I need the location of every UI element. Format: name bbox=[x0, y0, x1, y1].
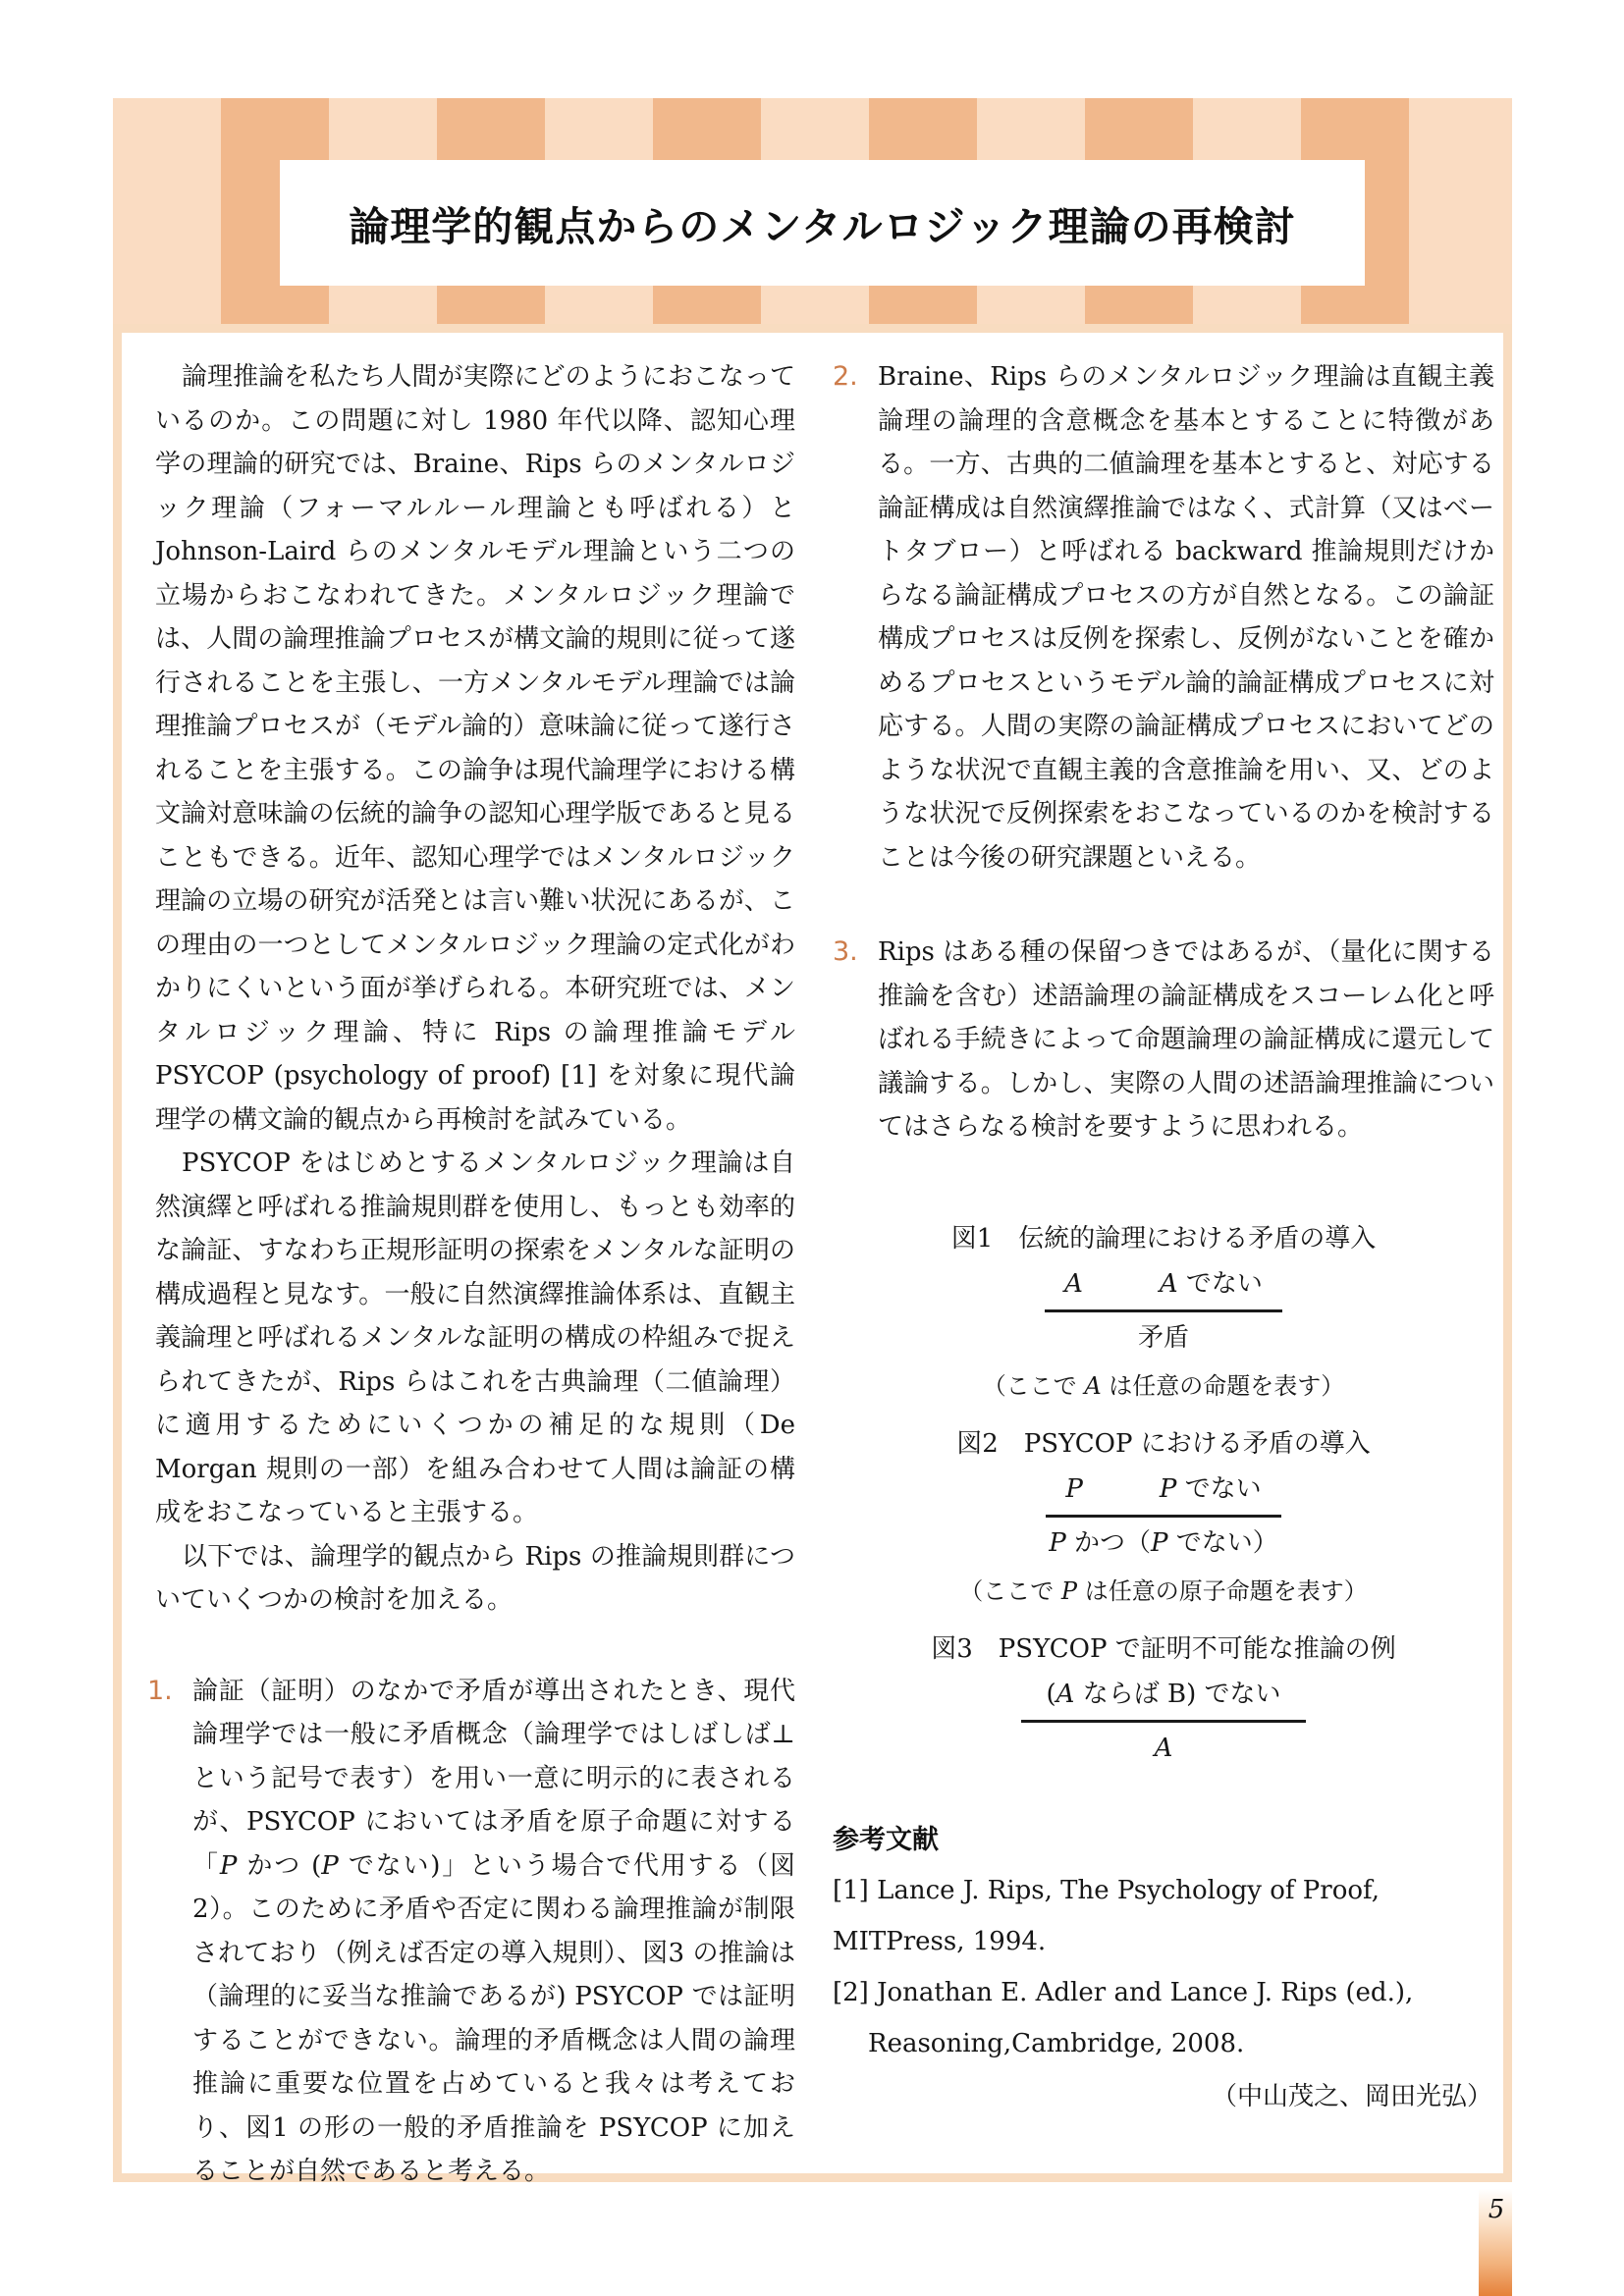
figure-1-premise-left: A bbox=[1064, 1268, 1083, 1299]
figure-2-caption: 図2 PSYCOP における矛盾の導入 bbox=[956, 1428, 1371, 1459]
figure-1-premises bbox=[1045, 1263, 1282, 1312]
item-2-number: 2. bbox=[833, 361, 858, 392]
paragraph-psycop: PSYCOP をはじめとするメンタルロジック理論は自然演繹と呼ばれる推論規則群を使用し、もっとも効率的な論証、すなわち正規形証明の探索をメンタルな証明の構成過程と見なす。一般に自然演繹推論体系は、直観主義論理と呼ばれるメンタルな証明の構成の枠組みで捉えられてきたが、Rips らはこれを古典論理（二値論理）に適用するためにいくつかの補足的な規則（De Morgan 規則の一部）を組み合わせて人間は論証の構成をおこなっていると主張する。 bbox=[155, 1148, 795, 1527]
figure-3-inference bbox=[1021, 1674, 1307, 1769]
left-column bbox=[147, 355, 795, 2194]
right-column bbox=[833, 355, 1494, 2122]
list-item-2 bbox=[833, 355, 1494, 880]
reference-2-line1: [2] Jonathan E. Adler and Lance J. Rips (ed.), bbox=[833, 1977, 1414, 2007]
item-3-text: Rips はある種の保留つきではあるが、（量化に関する推論を含む）述語論理の論証構成をスコーレム化と呼ばれる手続きによって命題論理の論証構成に還元して議論する。しかし、実際の人間の述語論理推論についてはさらなる検討を要すように思われる。 bbox=[878, 937, 1494, 1142]
list-item-1 bbox=[147, 1670, 795, 2194]
figure-2-note: （ここで P は任意の原子命題を表す） bbox=[959, 1576, 1368, 1605]
paragraph-intro: 論理推論を私たち人間が実際にどのようにおこなっているのか。この問題に対し 1980 年代以降、認知心理学の理論的研究では、Braine、Rips らのメンタルロジック理論（フォーマルルール理論とも呼ばれる）と Johnson-Laird らのメンタルモデル理論という二つの立場からおこなわれてきた。メンタルロジック理論では、人間の論理推論プロセスが構文論的規則に従って遂行されることを主張し、一方メンタルモデル理論では論理推論プロセスが（モデル論的）意味論に従って遂行されることを主張する。この論争は現代論理学における構文論対意味論の伝統的論争の認知心理学版であると見ることもできる。近年、認知心理学ではメンタルロジック理論の立場の研究が活発とは言い難い状況にあるが、この理由の一つとしてメンタルロジック理論の定式化がわかりにくいという面が挙げられる。本研究班では、メンタルロジック理論、特に Rips の論理推論モデル PSYCOP (psychology of proof) [1] を対象に現代論理学の構文論的観点から再検討を試みている。 bbox=[155, 362, 795, 1135]
figure-3-premise: (A ならば B) でない bbox=[1021, 1674, 1307, 1723]
authors-line: （中山茂之、岡田光弘） bbox=[1211, 2081, 1492, 2111]
figure-2 bbox=[833, 1421, 1494, 1611]
figure-3-caption: 図3 PSYCOP で証明不可能な推論の例 bbox=[931, 1633, 1396, 1664]
figure-2-conclusion: P かつ（P でない） bbox=[1049, 1527, 1278, 1558]
item-1-number: 1. bbox=[147, 1675, 173, 1706]
figure-1-premise-right: A でない bbox=[1159, 1268, 1263, 1299]
page-title bbox=[280, 160, 1365, 286]
figure-2-premise-left: P bbox=[1065, 1473, 1083, 1504]
figure-1 bbox=[833, 1216, 1494, 1406]
list-item-3 bbox=[833, 931, 1494, 1149]
page-number: 5 bbox=[1488, 2195, 1505, 2224]
figure-3-conclusion: A bbox=[1154, 1733, 1173, 1763]
figure-2-inference bbox=[1046, 1468, 1280, 1564]
figure-2-premise-right: P でない bbox=[1159, 1473, 1262, 1504]
figure-3 bbox=[833, 1627, 1494, 1769]
figure-1-inference bbox=[1045, 1263, 1282, 1359]
references-heading: 参考文献 bbox=[833, 1824, 939, 1855]
figure-1-caption: 図1 伝統的論理における矛盾の導入 bbox=[950, 1223, 1377, 1254]
paragraph-outline: 以下では、論理学的観点から Rips の推論規則群についていくつかの検討を加える。 bbox=[155, 1541, 795, 1615]
references-section bbox=[833, 1816, 1494, 2122]
discussion-items-left bbox=[147, 1670, 795, 2194]
figures-block bbox=[833, 1216, 1494, 1769]
item-2-text: Braine、Rips らのメンタルロジック理論は直観主義論理の論理的含意概念を基本とすることに特徴がある。一方、古典的二値論理を基本とすると、対応する論証構成は自然演繹推論ではなく、式計算（又はベートタブロー）と呼ばれる backward 推論規則だけからなる論証構成プロセスの方が自然となる。この論証構成プロセスは反例を探索し、反例がないことを確かめるプロセスというモデル論的論証構成プロセスに対応する。人間の実際の論証構成プロセスにおいてどのような状況で直観主義的含意推論を用い、又、どのような状況で反例探索をおこなっているのかを検討することは今後の研究課題といえる。 bbox=[878, 362, 1494, 873]
figure-1-conclusion: 矛盾 bbox=[1137, 1322, 1189, 1353]
figure-1-note: （ここで A は任意の命題を表す） bbox=[982, 1371, 1345, 1400]
page-title-text: 論理学的観点からのメンタルロジック理論の再検討 bbox=[349, 202, 1296, 250]
reference-1: [1] Lance J. Rips, The Psychology of Proof, MITPress, 1994. bbox=[833, 1875, 1380, 1956]
discussion-items-right bbox=[833, 355, 1494, 1149]
reference-2-line2: Reasoning,Cambridge, 2008. bbox=[868, 2028, 1245, 2058]
item-3-number: 3. bbox=[833, 936, 858, 967]
figure-2-premises bbox=[1046, 1468, 1280, 1518]
item-1-text: 論証（証明）のなかで矛盾が導出されたとき、現代論理学では一般に矛盾概念（論理学ではしばしば⊥という記号で表す）を用い一意に明示的に表されるが、PSYCOP においては矛盾を原子命題に対する「P かつ (P でない)」という場合で代用する（図2）。このために矛盾や否定に関わる論理推論が制限されており（例えば否定の導入規則）、図3 の推論は（論理的に妥当な推論であるが) PSYCOP では証明することができない。論理的矛盾概念は人間の論理推論に重要な位置を占めていると我々は考えており、図1 の形の一般的矛盾推論を PSYCOP に加えることが自然であると考える。 bbox=[192, 1676, 795, 2186]
